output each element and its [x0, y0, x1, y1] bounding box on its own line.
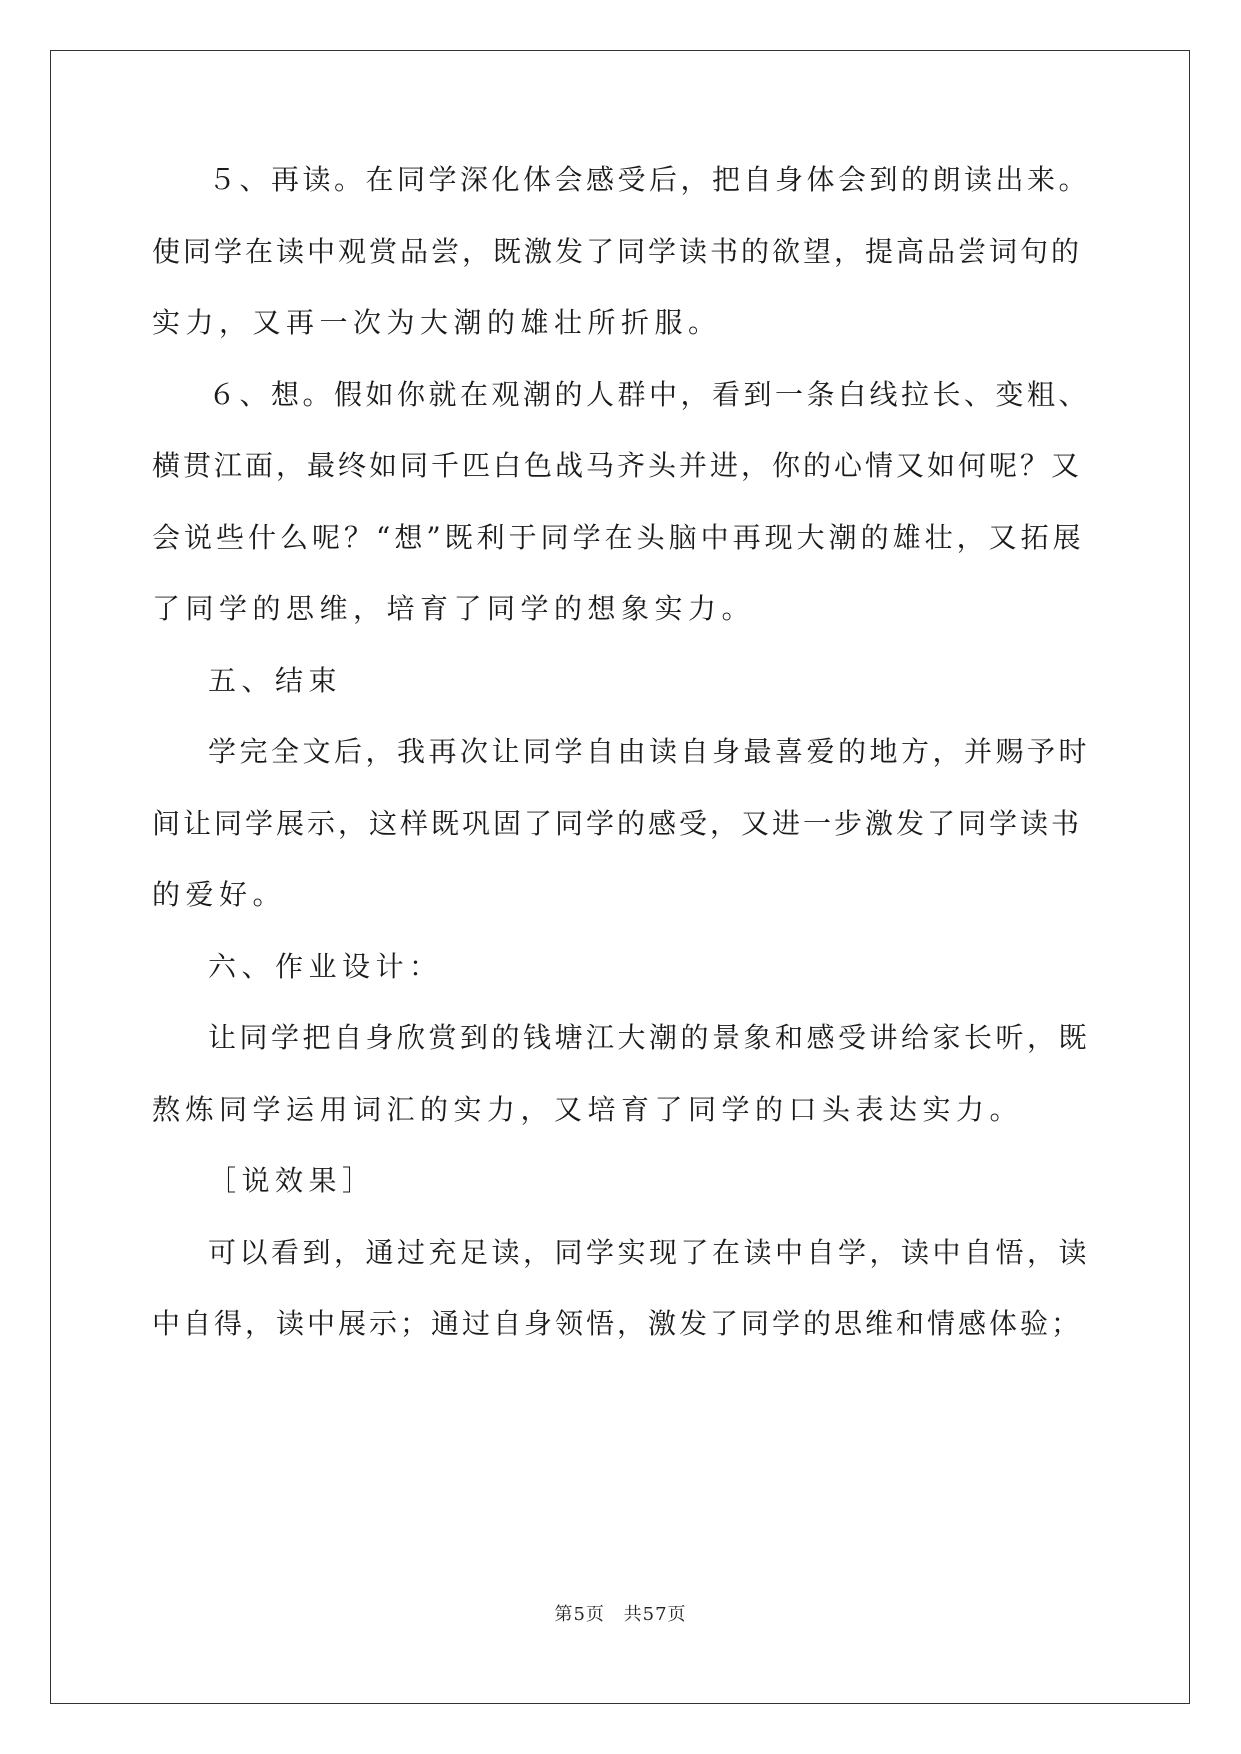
page-footer [0, 1600, 1241, 1626]
text-line: 使同学在读中观赏品尝，既激发了同学读书的欲望，提高品尝词句的 [152, 234, 1083, 268]
text-line: 可以看到，通过充足读，同学实现了在读中自学，读中自悟，读 [208, 1235, 1091, 1269]
text-line: 让同学把自身欣赏到的钱塘江大潮的景象和感受讲给家长听，既 [208, 1021, 1091, 1054]
text-line: 学完全文后，我再次让同学自由读自身最喜爱的地方，并赐予时 [208, 735, 1091, 768]
text-line: ［说效果］ [208, 1164, 376, 1197]
text-line: 五、结束 [208, 663, 343, 697]
text-line: 横贯江面，最终如同千匹白色战马齐头并进，你的心情又如何呢？又 [152, 449, 1083, 482]
page-total: 共57页 [623, 1604, 687, 1625]
text-line: ５、再读。在同学深化体会感受后，把自身体会到的朗读出来。 [208, 163, 1091, 196]
text-line: 中自得，读中展示；通过自身领悟，激发了同学的思维和情感体验； [152, 1307, 1083, 1340]
text-line: 熬炼同学运用词汇的实力，又培育了同学的口头表达实力。 [152, 1092, 1024, 1126]
text-line: 的爱好。 [152, 878, 287, 911]
text-line: 实力，又再一次为大潮的雄壮所折服。 [152, 306, 722, 339]
text-line: ６、想。假如你就在观潮的人群中，看到一条白线拉长、变粗、 [208, 377, 1091, 411]
text-line: 会说些什么呢？“想”既利于同学在头脑中再现大潮的雄壮，又拓展 [152, 520, 1085, 554]
text-line: 了同学的思维，培育了同学的想象实力。 [152, 592, 756, 625]
page-number: 第5页 [554, 1604, 605, 1625]
text-line: 间让同学展示，这样既巩固了同学的感受，又进一步激发了同学读书 [152, 806, 1083, 840]
text-line: 六、作业设计： [208, 949, 443, 983]
